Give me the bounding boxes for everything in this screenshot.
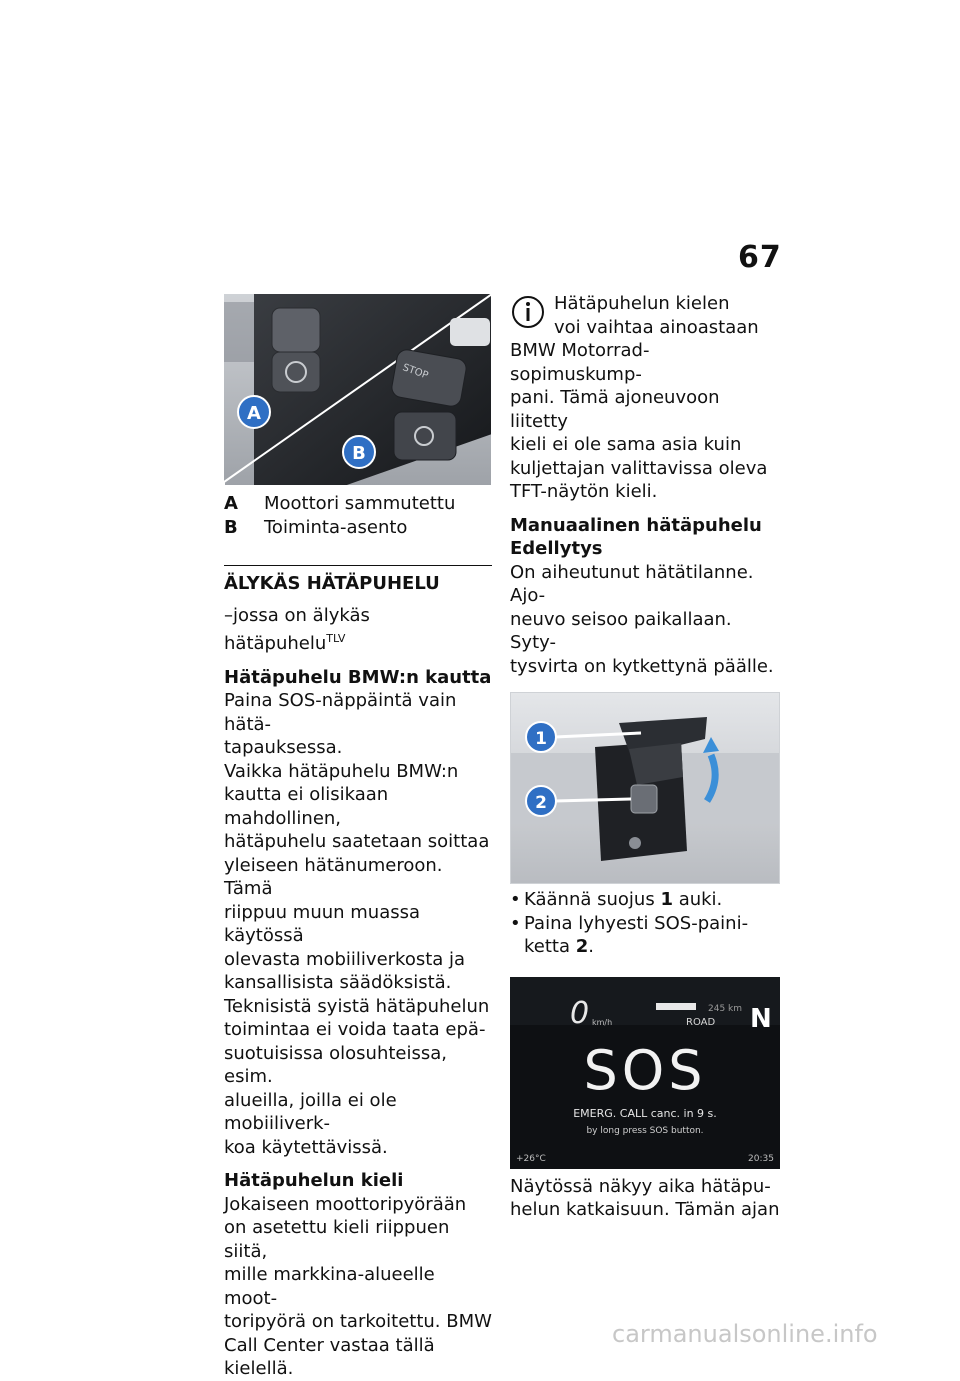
after-display-line: Näytössä näkyy aika hätäpu- xyxy=(510,1175,771,1197)
after-display-line: helun katkaisuun. Tämän ajan xyxy=(510,1199,780,1220)
language-line: toripyörä on tarkoitettu. BMW xyxy=(224,1311,492,1332)
right-column xyxy=(510,292,780,1222)
prerequisite-heading: Edellytys xyxy=(510,538,603,559)
callout-2: 2 xyxy=(535,793,547,813)
prereq-line: neuvo seisoo paikallaan. Syty- xyxy=(510,608,732,653)
bmw-line: suotuisissa olosuhteissa, esim. xyxy=(224,1042,448,1087)
step-2-continuation: ketta 2. xyxy=(524,936,594,957)
bmw-line: olevasta mobiiliverkosta ja xyxy=(224,948,466,970)
bmw-line: alueilla, joilla ei ole mobiiliverk- xyxy=(224,1089,397,1134)
emergency-cancel-line: EMERG. CALL canc. in 9 s. xyxy=(573,1106,717,1120)
language-line: Call Center vastaa tällä kielellä. xyxy=(224,1334,435,1379)
legend-text: Toiminta-asento xyxy=(264,516,408,538)
section-subtitle: –jossa on älykäs hätäpuhelu$^{TLV}$ xyxy=(224,604,370,654)
page-number: 67 xyxy=(738,240,782,275)
handlebar-switch-illustration xyxy=(224,294,492,486)
bmw-line: yleiseen hätänumeroon. Tämä xyxy=(224,854,443,899)
legend-item-a xyxy=(224,492,492,516)
bmw-line: toimintaa ei voida taata epä- xyxy=(224,1019,486,1040)
step-1: • Käännä suojus 1 auki. xyxy=(510,889,723,910)
left-column xyxy=(224,294,492,1381)
info-line: Hätäpuhelun kielen xyxy=(554,293,730,314)
range-readout: 245 km xyxy=(708,1003,743,1014)
bmw-line: Vaikka hätäpuhelu BMW:n xyxy=(224,760,459,782)
bmw-line: kansallisista säädöksistä. xyxy=(224,972,452,993)
section-title: ÄLYKÄS HÄTÄPUHELU xyxy=(224,565,492,596)
bmw-line: kautta ei olisikaan mahdollinen, xyxy=(224,784,389,829)
legend-text: Moottori sammutettu xyxy=(264,493,456,514)
clock-readout: 20:35 xyxy=(748,1153,774,1164)
speed-unit: km/h xyxy=(592,1017,613,1027)
stop-label: STOP xyxy=(401,362,430,382)
callout-a: A xyxy=(247,403,261,424)
gear-indicator: N xyxy=(750,1003,772,1034)
watermark: carmanualsonline.info xyxy=(612,1320,878,1348)
bullet-icon: • xyxy=(510,912,521,934)
language-line: Jokaiseen moottoripyörään xyxy=(224,1193,467,1215)
info-note xyxy=(510,292,780,504)
language-line: mille markkina-alueelle moot- xyxy=(224,1264,435,1309)
step-2: • Paina lyhyesti SOS-paini- xyxy=(510,912,749,934)
legend-key: A xyxy=(224,493,238,514)
callout-1: 1 xyxy=(535,729,547,749)
info-line: BMW Motorrad-sopimuskump- xyxy=(510,340,650,385)
sos-button-illustration xyxy=(511,693,779,883)
legend-item-b xyxy=(224,516,492,540)
bmw-line: Teknisistä syistä hätäpuhelun xyxy=(224,995,490,1017)
riding-mode: ROAD xyxy=(686,1016,716,1028)
info-line: pani. Tämä ajoneuvoon liitetty xyxy=(510,387,720,432)
bmw-line: koa käytettävissä. xyxy=(224,1136,388,1158)
figure-handlebar-switches xyxy=(224,294,492,486)
bmw-line: riippuu muun muassa käytössä xyxy=(224,901,421,946)
callout-b: B xyxy=(352,443,366,464)
prereq-line: tysvirta on kytkettynä päälle. xyxy=(510,655,774,677)
fuel-bar-icon xyxy=(656,1003,696,1010)
legend-key: B xyxy=(224,516,238,538)
language-line: on asetettu kieli riippuen siitä, xyxy=(224,1217,450,1262)
bmw-line: Paina SOS-näppäintä vain hätä- xyxy=(224,690,457,735)
info-line: TFT-näytön kieli. xyxy=(510,481,658,502)
temperature-readout: +26°C xyxy=(516,1153,546,1164)
bmw-call-heading: Hätäpuhelu BMW:n kautta xyxy=(224,666,492,688)
info-line: voi vaihtaa ainoastaan xyxy=(554,316,759,338)
tlv-superscript: TLV xyxy=(326,632,346,645)
bmw-line: tapauksessa. xyxy=(224,737,343,758)
info-line: kuljettajan valittavissa oleva xyxy=(510,457,768,479)
bmw-line: hätäpuhelu saatetaan soittaa xyxy=(224,831,490,852)
info-icon xyxy=(510,292,550,332)
manual-call-heading: Manuaalinen hätäpuhelu xyxy=(510,514,762,536)
speed-value: 0 xyxy=(570,995,590,1031)
figure-sos-button xyxy=(510,692,780,884)
emergency-instruction-line: by long press SOS button. xyxy=(586,1125,704,1136)
info-line: kieli ei ole sama asia kuin xyxy=(510,434,742,455)
bullet-icon: • xyxy=(510,889,521,910)
tft-screen xyxy=(510,977,780,1169)
sos-big-text: SOS xyxy=(583,1038,707,1102)
prereq-line: On aiheutunut hätätilanne. Ajo- xyxy=(510,561,754,606)
tft-display-sos xyxy=(510,977,780,1169)
language-heading: Hätäpuhelun kieli xyxy=(224,1170,404,1191)
